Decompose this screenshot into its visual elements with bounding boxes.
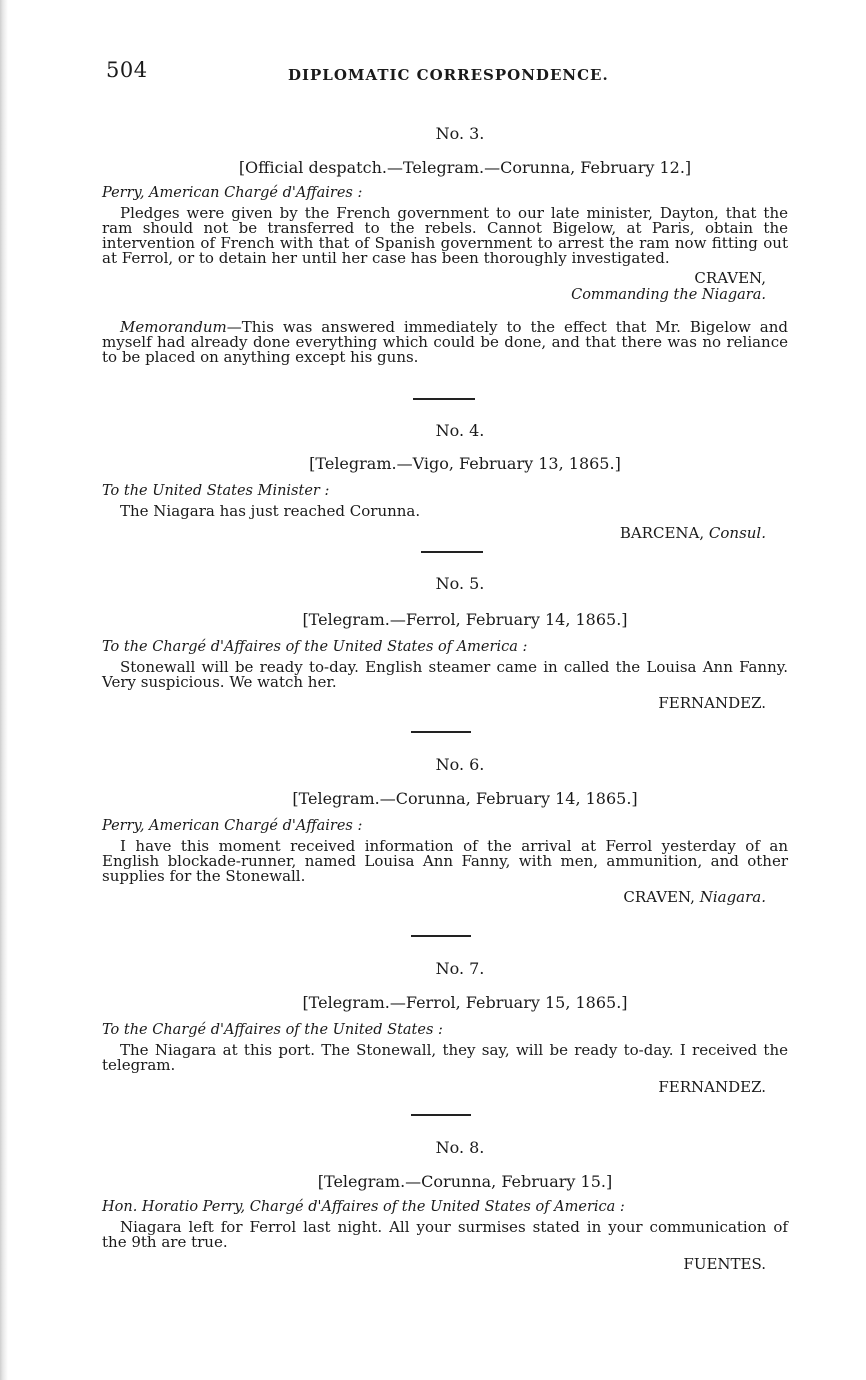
- entry-number: No. 3.: [435, 124, 485, 143]
- memorandum-label: Memorandum: [120, 318, 227, 336]
- entry-heading: [Official despatch.—Telegram.—Corunna, February 12.]: [238, 158, 692, 177]
- entry-addressee: Perry, American Chargé d'Affaires :: [102, 818, 363, 834]
- entry-no-8: [102, 1138, 788, 1273]
- running-title: DIPLOMATIC CORRESPONDENCE.: [288, 66, 609, 84]
- entry-addressee: Perry, American Chargé d'Affaires :: [102, 185, 363, 201]
- entry-body: The Niagara at this port. The Stonewall, they say, will be ready to-day. I received the telegram.: [102, 1041, 788, 1074]
- entry-signature: FUENTES.: [683, 1255, 766, 1273]
- section-separator: [411, 935, 471, 937]
- entry-no-6: [102, 755, 788, 906]
- entry-addressee: Hon. Horatio Perry, Chargé d'Affaires of the United States of America :: [102, 1199, 625, 1215]
- page-number: 504: [106, 58, 148, 82]
- entry-number: No. 6.: [435, 755, 485, 774]
- entry-addressee: To the United States Minister :: [102, 483, 330, 499]
- entry-number: No. 4.: [435, 421, 485, 440]
- entry-heading: [Telegram.—Corunna, February 14, 1865.]: [292, 789, 638, 808]
- entry-signature: [102, 889, 788, 906]
- page-edge-shadow: [0, 0, 8, 1380]
- entry-body: Pledges were given by the French government to our late minister, Dayton, that the ram should not be transferred to the rebels. Cannot Bigelow, at Paris, obtain the intervention of French with that of Spanish government to arrest the ram now fitting out at Ferrol, or to detain her until her case has been thoroughly investigated.: [102, 204, 788, 267]
- entry-signature-title: Commanding the Niagara.: [571, 287, 766, 303]
- entry-body: Niagara left for Ferrol last night. All your surmises stated in your communication of the 9th are true.: [102, 1218, 788, 1251]
- entry-body: I have this moment received information of the arrival at Ferrol yesterday of an English blockade-runner, named Louisa Ann Fanny, with men, ammunition, and other supplies for the Stonewall.: [102, 837, 788, 885]
- entry-signature: [102, 525, 788, 542]
- entry-no-3: [102, 124, 788, 365]
- entry-addressee: To the Chargé d'Affaires of the United States :: [102, 1022, 443, 1038]
- entry-signature: FERNANDEZ.: [658, 1078, 766, 1096]
- entry-body: Stonewall will be ready to-day. English steamer came in called the Louisa Ann Fanny. Very suspicious. We watch her.: [102, 658, 788, 691]
- entry-heading: [Telegram.—Ferrol, February 15, 1865.]: [302, 993, 628, 1012]
- entry-heading: [Telegram.—Ferrol, February 14, 1865.]: [302, 610, 628, 629]
- entry-no-7: [102, 959, 788, 1096]
- entry-addressee: To the Chargé d'Affaires of the United States of America :: [102, 639, 528, 655]
- entry-heading: [Telegram.—Corunna, February 15.]: [317, 1172, 613, 1191]
- entry-heading: [Telegram.—Vigo, February 13, 1865.]: [309, 454, 621, 473]
- page-header: [106, 58, 806, 88]
- section-separator: [421, 551, 483, 553]
- section-separator: [411, 1114, 471, 1116]
- entry-body: The Niagara has just reached Corunna.: [120, 502, 421, 520]
- memorandum: [102, 320, 788, 365]
- entry-number: No. 7.: [435, 959, 485, 978]
- memorandum-text: —This was answered immediately to the effect that Mr. Bigelow and myself had already done everything which could be done, and that there was no reliance to be placed on anything except his guns.: [102, 318, 788, 366]
- entry-number: No. 5.: [435, 574, 485, 593]
- entry-signature: FERNANDEZ.: [658, 694, 766, 712]
- signature-title: Niagara.: [699, 888, 766, 906]
- section-separator: [413, 398, 475, 400]
- entry-signature: CRAVEN,: [694, 269, 766, 287]
- section-separator: [411, 731, 471, 733]
- entry-number: No. 8.: [435, 1138, 485, 1157]
- entry-no-4: [102, 421, 788, 542]
- entry-no-5: [102, 574, 788, 712]
- signature-title: Consul.: [708, 524, 766, 542]
- signature-name: BARCENA,: [619, 524, 705, 542]
- signature-name: CRAVEN,: [623, 888, 695, 906]
